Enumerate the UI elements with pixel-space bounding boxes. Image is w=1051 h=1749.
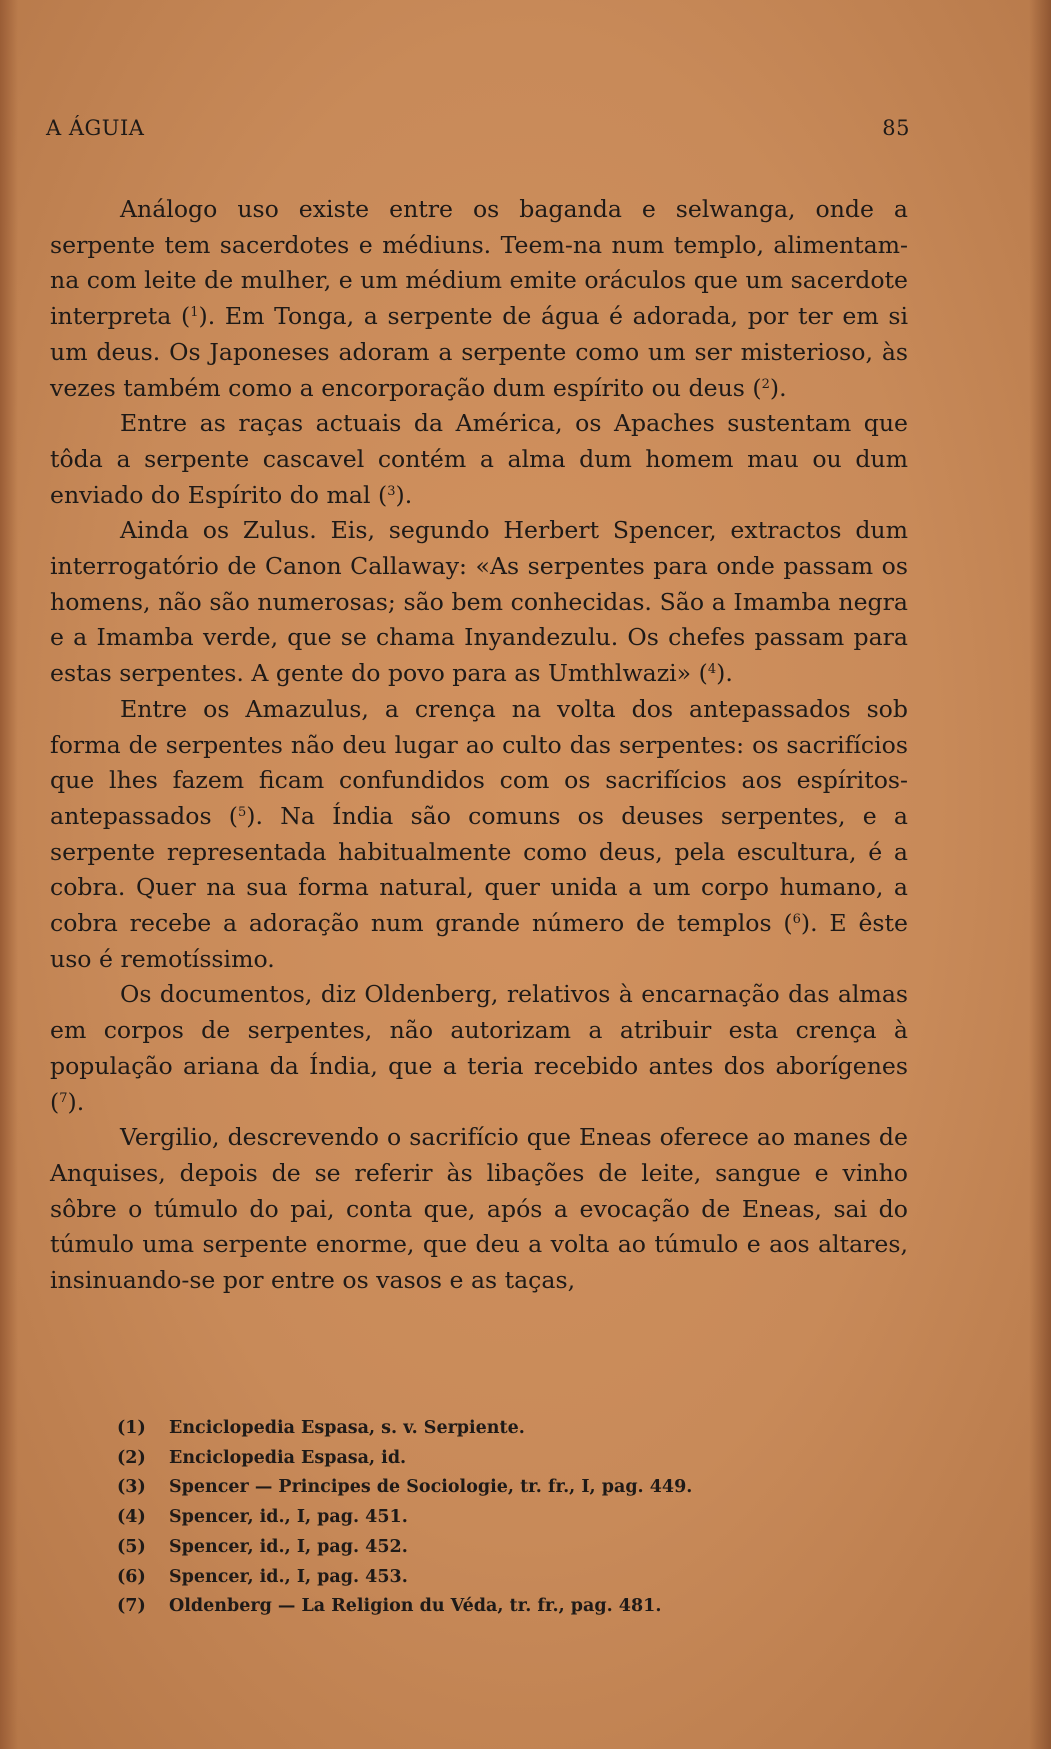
paragraph-text: ). Em Tonga, a serpente de água é adorada, por ter em si um deus. Os Japoneses adoram a serpente como um ser misterioso, às vezes também como a encorporação dum espírito ou deus ( (50, 302, 909, 402)
paragraph-text: ). (716, 659, 733, 688)
body-paragraph (50, 692, 908, 978)
body-text (50, 192, 908, 1299)
running-title: A ÁGUIA (46, 116, 145, 140)
body-paragraph (50, 977, 908, 1120)
footnote-text: Oldenberg — La Religion du Véda, tr. fr., pag. 481. (169, 1596, 662, 1617)
paragraph-text: Análogo uso existe entre os baganda e selwanga, onde a serpente tem sacerdotes e médiuns. Teem-na num templo, alimentam-na com leite de mulher, e um médium emite oráculos que um sacerdote interpreta ( (50, 195, 908, 331)
footnote-marker: (6) (117, 1566, 146, 1587)
paragraph-text: Entre os Amazulus, a crença na volta dos antepassados sob forma de serpentes não deu lugar ao culto das serpentes: os sacrifícios que lhes fazem ficam confundidos com os sacrifícios aos espíritos-antepassados ( (50, 694, 908, 830)
footnote-text: Enciclopedia Espasa, id. (169, 1447, 407, 1468)
body-paragraph (50, 406, 908, 513)
footnote-marker: (5) (117, 1536, 146, 1557)
footnote (117, 1592, 917, 1622)
paragraph-text: Entre as raças actuais da América, os Apaches sustentam que tôda a serpente cascavel contém a alma dum homem mau ou dum enviado do Espírito do mal ( (50, 409, 908, 509)
paragraph-text: Ainda os Zulus. Eis, segundo Herbert Spencer, extractos dum interrogatório de Canon Callaway: «As serpentes para onde passam os homens, não são numerosas; são bem conhecidas. São a Imamba negra e a Imamba verde, que se chama Inyandezulu. Os chefes passam para estas serpentes. A gente do povo para as Umthlwazi» ( (50, 516, 908, 688)
footnote-marker: (4) (117, 1507, 146, 1528)
footnotes (117, 1414, 917, 1622)
page-edge-left (0, 0, 18, 1749)
paragraph-text: Vergilio, descrevendo o sacrifício que Eneas oferece ao manes de Anquises, depois de se referir às libações de leite, sangue e vinho sôbre o túmulo do pai, conta que, após a evocação de Eneas, sai do túmulo uma serpente enorme, que deu a volta ao túmulo e aos altares, insinuando-se por entre os vasos e as taças, (50, 1123, 908, 1295)
footnote (117, 1533, 917, 1563)
body-paragraph (50, 192, 908, 406)
page-header (46, 116, 910, 146)
paragraph-text: ). (769, 373, 787, 402)
footnote-marker: (7) (117, 1596, 146, 1617)
footnote-reference: 1 (190, 305, 199, 321)
footnote-reference: 3 (387, 483, 396, 499)
footnote-reference: 4 (707, 662, 717, 678)
footnote (117, 1444, 917, 1474)
paragraph-text: ). (67, 1087, 85, 1116)
footnote-reference: 6 (792, 912, 801, 928)
footnote-marker: (2) (117, 1447, 146, 1468)
paragraph-text: ). Na Índia são comuns os deuses serpentes, e a serpente representada habitualmente como deus, pela escultura, é a cobra. Quer na sua forma natural, quer unida a um corpo humano, a cobra recebe a adoração num grande número de templos ( (50, 801, 908, 938)
footnote (117, 1503, 917, 1533)
paragraph-text: Os documentos, diz Oldenberg, relativos à encarnação das almas em corpos de serpentes, não autorizam a atribuir esta crença à população ariana da Índia, que a teria recebido antes dos aborígenes ( (50, 980, 908, 1116)
footnote-text: Enciclopedia Espasa, s. v. Serpiente. (169, 1418, 525, 1438)
footnote-text: Spencer, id., I, pag. 453. (169, 1566, 408, 1587)
footnote (117, 1563, 917, 1593)
page-number: 85 (882, 116, 910, 140)
footnote-reference: 5 (238, 804, 247, 820)
footnote-text: Spencer — Principes de Sociologie, tr. fr., I, pag. 449. (169, 1477, 693, 1498)
paragraph-text: ). E êste uso é remotíssimo. (50, 909, 908, 973)
page-edge-right (1029, 0, 1051, 1749)
footnote (117, 1473, 917, 1503)
footnote-reference: 2 (761, 376, 770, 392)
footnote-marker: (3) (117, 1477, 146, 1498)
paragraph-text: ). (395, 480, 413, 509)
footnote-reference: 7 (59, 1090, 68, 1106)
footnote-text: Spencer, id., I, pag. 452. (169, 1536, 408, 1557)
footnote (117, 1414, 917, 1444)
body-paragraph (50, 513, 908, 692)
footnote-marker: (1) (117, 1418, 146, 1438)
footnote-text: Spencer, id., I, pag. 451. (169, 1507, 408, 1528)
body-paragraph (50, 1120, 908, 1299)
